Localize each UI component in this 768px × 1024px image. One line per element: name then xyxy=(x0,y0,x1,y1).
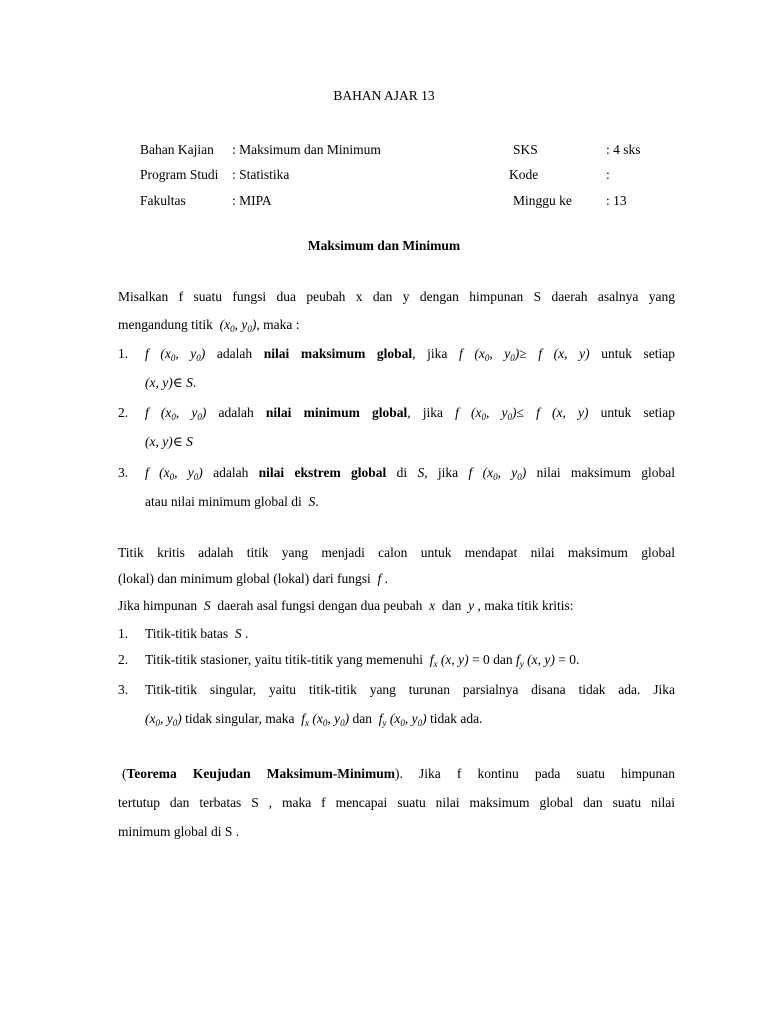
theorem-name: Teorema Keujudan Maksimum-Minimum xyxy=(126,766,395,781)
info-label-2: SKS xyxy=(513,141,538,157)
critical-item-line-2-a: tidak singular, maka xyxy=(185,711,295,726)
math-f: f xyxy=(374,571,382,586)
definition-end: . xyxy=(192,375,197,390)
definition-di: di xyxy=(396,465,408,480)
math-f-x0-y0: f ($x_0$, $y_0$) xyxy=(468,465,527,482)
math-inequality: f ($x_0$, $y_0)\le f$ (x, y) xyxy=(455,405,589,422)
info-value: : Maksimum dan Minimum xyxy=(232,141,381,157)
math-f-x0-y0: f ($x_0$, $y_0$) xyxy=(145,405,207,422)
list-number: 2. xyxy=(118,652,129,667)
info-value-2: : 13 xyxy=(606,192,627,208)
math-s: S xyxy=(231,626,242,641)
info-label: Fakultas xyxy=(140,192,186,208)
intro-line-2-tail: , maka : xyxy=(256,317,300,332)
info-label-2: Minggu ke xyxy=(513,192,572,208)
list-number: 1. xyxy=(118,626,129,641)
definition-term: nilai ekstrem global xyxy=(258,465,387,480)
intro-line-2-text: mengandung titik xyxy=(118,317,213,332)
math-y: y xyxy=(464,598,475,613)
theorem-open: ( xyxy=(122,766,127,781)
critical-line-3-b: daerah asal fungsi dengan dua peubah xyxy=(217,598,423,613)
math-xy-in-s: (x, y)∈ S xyxy=(145,375,193,390)
critical-item-dan: dan xyxy=(493,652,513,667)
definition-term: nilai minimum global xyxy=(265,405,408,420)
list-number: 3. xyxy=(118,465,129,480)
info-label-2: Kode xyxy=(509,167,539,183)
definition-tail: untuk setiap xyxy=(600,405,676,420)
math-f-x0-y0: f ($x_0$, $y_0$) xyxy=(145,346,206,363)
math-s: S xyxy=(200,598,214,613)
math-fx-zero: $f_x$ (x, y) = 0 xyxy=(426,652,490,669)
info-row-program-studi xyxy=(140,163,641,189)
definition-end: . xyxy=(315,494,319,509)
math-s: S xyxy=(417,465,425,480)
definition-line-2: atau nilai minimum global di xyxy=(145,494,302,509)
critical-item-text: Titik-titik stasioner, yaitu titik-titik yang memenuhi xyxy=(145,652,423,667)
math-fx-x0-y0: $f_x$ ($x_0$, $y_0$) xyxy=(297,711,350,728)
math-fy-zero: $f_y$ (x, y) = 0 xyxy=(515,652,576,669)
document-title: BAHAN AJAR 13 xyxy=(333,88,435,103)
info-row-bahan-kajian xyxy=(140,137,641,163)
theorem-line-3: minimum global di S . xyxy=(118,824,240,839)
list-number: 2. xyxy=(118,405,129,420)
math-point-x0-y0: ($x_0$, $y_0$) xyxy=(145,711,182,728)
critical-item-text: Titik-titik singular, yaitu titik-titik yang turunan parsialnya disana tidak ada. Jika xyxy=(145,682,675,697)
definition-term: nilai maksimum global xyxy=(263,346,413,361)
section-title: Maksimum dan Minimum xyxy=(307,238,461,253)
critical-item-line-2-dan: dan xyxy=(352,711,372,726)
math-s: S xyxy=(305,494,316,509)
info-label: Bahan Kajian xyxy=(140,141,214,157)
math-point-x0-y0: ($x_0$, $y_0$) xyxy=(216,317,257,334)
theorem-close: ). xyxy=(395,766,403,781)
info-value: : MIPA xyxy=(232,192,272,208)
math-fy-x0-y0: $f_y$ ($x_0$, $y_0$) xyxy=(375,711,427,728)
list-number: 3. xyxy=(118,682,129,697)
critical-line-3-c: dan xyxy=(441,598,462,613)
definition-jika: , jika xyxy=(424,465,459,480)
document-page: BAHAN AJAR 13 Bahan Kajian : Maksimum dan Minimum SKS : 4 sks Program Studi : Statistika Kode : Fakultas : MIPA Minggu ke : 13 Maksimum dan Minimum Misalkan f suatu fungsi dua peubah x dan y dengan himpunan S daerah asalnya yang mengandung titik ($x_0$, $y_0$), maka : 1. f ($x_0$, $y_0$) adalah nilai maksimum global, jika f ($x_0$, $y_0)\ge f$ (x, y) untuk setiap (x, y)∈ S. 2. f ($x_0$, $y_0$) adalah nilai minimum global, jika f ($x_0$, $y_0)\le f$ (x, y) untuk setiap (x, y)∈ S 3. f ($x_0$, $y_0$) adalah nilai ekstrem global di S, jika f ($x_0$, $y_0$) nilai maksimum global atau nilai minimum global di S. Titik kritis adalah titik yang menjadi calon untuk mendapat nilai maksimum global (lokal) dan minimum global (lokal) dari fungsi f . Jika himpunan S daerah asal fungsi dengan dua peubah x dan y , maka titik kritis: 1. Titik-titik batas S . 2. Titik-titik stasioner, yaitu titik-titik yang memenuhi $f_x$ (x, y) = 0 dan $f_y$ (x, y) = 0. 3. Titik-titik singular, yaitu titik-titik yang turunan parsialnya disana tidak ada. Jika ($x_0$, $y_0$) tidak singular, maka $f_x$ ($x_0$, $y_0$) dan $f_y$ ($x_0$, $y_0$) tidak ada. (Teorema Keujudan Maksimum-Minimum). Jika f kontinu pada suatu himpunan tertutup dan terbatas S , maka f mencapai suatu nilai maksimum global dan suatu nilai minimum global di S . xyxy=(0,0,768,1024)
definition-adalah: adalah xyxy=(218,405,254,420)
theorem-line-1-tail: Jika f kontinu pada suatu himpunan xyxy=(419,766,676,781)
definition-tail: untuk setiap xyxy=(601,346,676,361)
critical-item-line-2-b: tidak ada. xyxy=(429,711,483,726)
definition-adalah: adalah xyxy=(213,465,249,480)
definition-jika: , jika xyxy=(407,405,443,420)
info-label: Program Studi xyxy=(140,167,219,183)
critical-line-2: (lokal) dan minimum global (lokal) dari fungsi xyxy=(118,571,371,586)
theorem-line-2: tertutup dan terbatas S , maka f mencapai suatu nilai maksimum global dan suatu nilai xyxy=(118,795,675,810)
math-inequality: f ($x_0$, $y_0)\ge f$ (x, y) xyxy=(459,346,590,363)
critical-line-3-a: Jika himpunan xyxy=(118,598,198,613)
definition-tail: nilai maksimum global xyxy=(536,465,675,480)
math-xy-in-s: (x, y)∈ S xyxy=(145,434,193,449)
info-row-fakultas xyxy=(140,188,641,214)
info-value-2: : 4 sks xyxy=(606,141,641,157)
course-info-table xyxy=(140,137,641,214)
math-x: x xyxy=(425,598,439,613)
critical-line-1: Titik kritis adalah titik yang menjadi calon untuk mendapat nilai maksimum global xyxy=(118,545,675,560)
info-value-2: : xyxy=(606,167,610,183)
info-value: : Statistika xyxy=(232,167,290,183)
intro-line-1: Misalkan f suatu fungsi dua peubah x dan y dengan himpunan S daerah asalnya yang xyxy=(118,289,675,304)
critical-item-text: Titik-titik batas xyxy=(145,626,229,641)
definition-adalah: adalah xyxy=(216,346,253,361)
math-f-x0-y0: f ($x_0$, $y_0$) xyxy=(145,465,203,482)
critical-line-3-d: , maka titik kritis: xyxy=(477,598,574,613)
definition-jika: , jika xyxy=(412,346,448,361)
list-number: 1. xyxy=(118,346,129,361)
